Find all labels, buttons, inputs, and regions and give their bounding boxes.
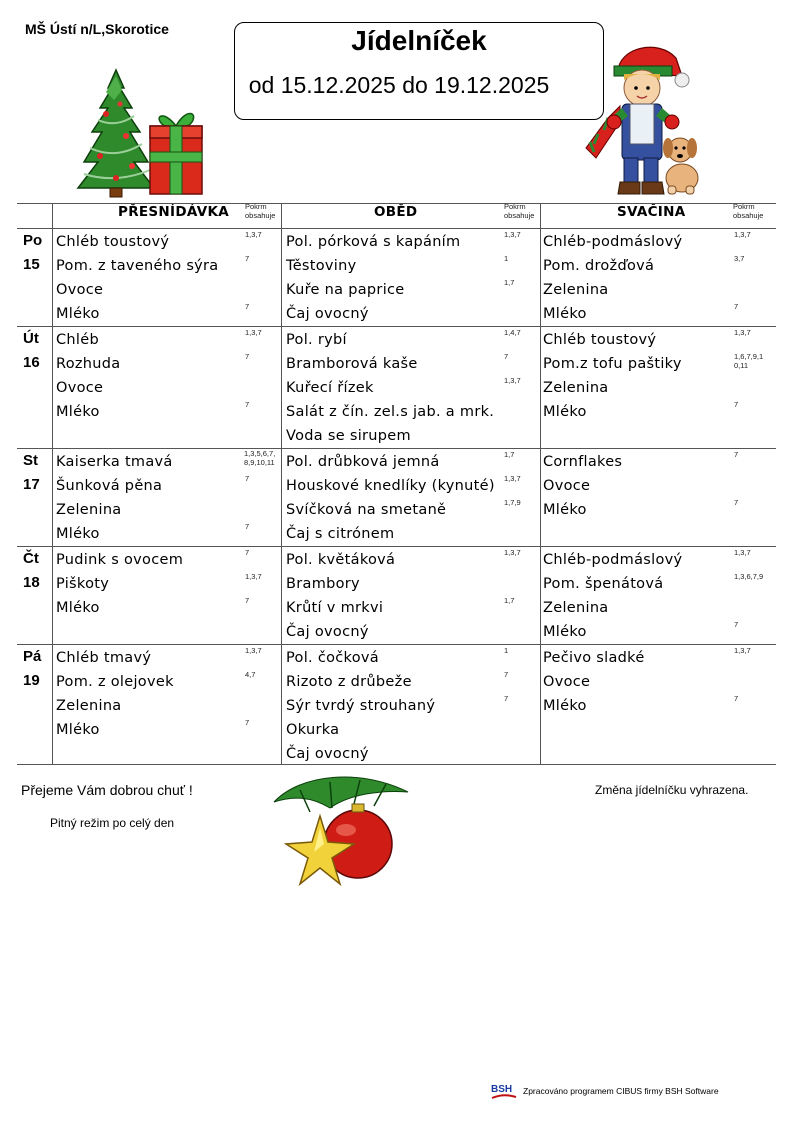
menu-item: Pom.z tofu paštiky <box>543 356 682 372</box>
menu-item: Pom. drožďová <box>543 258 655 274</box>
allergen-codes: 1,3,7 <box>245 328 262 337</box>
menu-item: Chléb-podmáslový <box>543 552 683 568</box>
menu-item: Mléko <box>56 306 100 322</box>
menu-item: Mléko <box>543 502 587 518</box>
menu-item: Zelenina <box>543 600 609 616</box>
menu-item: Čaj ovocný <box>286 746 369 762</box>
menu-item: Salát z čín. zel.s jab. a mrk. <box>286 404 495 420</box>
menu-item: Pečivo sladké <box>543 650 645 666</box>
allergen-codes: 3,7 <box>734 254 745 263</box>
allergen-codes: 1,3,7 <box>504 230 521 239</box>
menu-item: Čaj ovocný <box>286 624 369 640</box>
menu-item: Mléko <box>543 698 587 714</box>
menu-item: Zelenina <box>543 282 609 298</box>
menu-item: Pol. pórková s kapáním <box>286 234 461 250</box>
allergen-codes: 7 <box>504 694 509 703</box>
menu-item: Mléko <box>56 722 100 738</box>
menu-item: Sýr tvrdý strouhaný <box>286 698 436 714</box>
menu-item: Okurka <box>286 722 340 738</box>
menu-item: Chléb <box>56 332 99 348</box>
allergen-codes: 7 <box>245 548 250 557</box>
allergen-codes: 1,3,7 <box>504 376 521 385</box>
allergen-codes: 7 <box>245 474 250 483</box>
menu-item: Chléb-podmáslový <box>543 234 683 250</box>
column-header-breakfast: PŘESNÍDÁVKA <box>118 204 229 220</box>
menu-item: Brambory <box>286 576 360 592</box>
allergen-codes: 7 <box>245 718 250 727</box>
menu-item: Zelenina <box>56 698 122 714</box>
svg-text:BSH: BSH <box>491 1084 513 1095</box>
day-label: Pá 19 <box>23 648 42 689</box>
allergen-codes: 7 <box>245 400 250 409</box>
menu-item: Pom. špenátová <box>543 576 664 592</box>
menu-item: Čaj ovocný <box>286 306 369 322</box>
allergen-codes: 1,6,7,9,1 0,11 <box>734 352 764 370</box>
menu-item: Těstoviny <box>286 258 357 274</box>
allergen-codes: 4,7 <box>245 670 256 679</box>
menu-item: Svíčková na smetaně <box>286 502 447 518</box>
menu-item: Cornflakes <box>543 454 623 470</box>
gift-box-icon <box>148 100 204 196</box>
menu-item: Ovoce <box>543 478 591 494</box>
menu-item: Kuře na paprice <box>286 282 405 298</box>
allergen-codes: 1,7 <box>504 450 515 459</box>
allergen-codes: 1,4,7 <box>504 328 521 337</box>
allergen-codes: 7 <box>734 620 739 629</box>
menu-item: Bramborová kaše <box>286 356 418 372</box>
menu-item: Pom. z olejovek <box>56 674 174 690</box>
allergen-codes: 1,3,7 <box>245 230 262 239</box>
menu-item: Voda se sirupem <box>286 428 411 444</box>
menu-item: Pol. rybí <box>286 332 347 348</box>
allergen-codes: 7 <box>734 694 739 703</box>
allergen-codes: 7 <box>504 670 509 679</box>
allergen-codes: 7 <box>245 254 250 263</box>
allergen-codes: 1,3,7 <box>734 548 751 557</box>
menu-item: Rozhuda <box>56 356 121 372</box>
menu-item: Mléko <box>543 306 587 322</box>
menu-item: Chléb toustový <box>543 332 657 348</box>
allergen-codes: 1,7 <box>504 596 515 605</box>
allergen-codes: 1,3,7 <box>245 572 262 581</box>
allergen-codes: 1,3,7 <box>504 548 521 557</box>
menu-item: Houskové knedlíky (kynuté) <box>286 478 495 494</box>
day-label: Čt 18 <box>23 550 40 591</box>
allergen-codes: 7 <box>245 596 250 605</box>
allergen-codes: 7 <box>734 400 739 409</box>
menu-item: Pol. čočková <box>286 650 379 666</box>
allergen-codes: 1,3,6,7,9 <box>734 572 764 581</box>
allergen-codes: 1,3,7 <box>734 646 751 655</box>
allergen-codes: 7 <box>504 352 509 361</box>
software-credit: Zpracováno programem CIBUS firmy BSH Software <box>523 1086 719 1096</box>
date-range: od 15.12.2025 do 19.12.2025 <box>248 72 550 98</box>
menu-item: Mléko <box>56 404 100 420</box>
menu-item: Pol. květáková <box>286 552 396 568</box>
allergen-codes: 7 <box>734 498 739 507</box>
menu-item: Rizoto z drůbeže <box>286 674 412 690</box>
allergen-codes: 7 <box>734 450 739 459</box>
bsh-logo-icon <box>490 1082 518 1102</box>
page-title: Jídelníček <box>351 25 487 56</box>
allergen-codes: 7 <box>245 302 250 311</box>
menu-item: Kaiserka tmavá <box>56 454 173 470</box>
menu-item: Mléko <box>543 624 587 640</box>
menu-item: Kuřecí řízek <box>286 380 374 396</box>
day-label: Út 16 <box>23 330 40 371</box>
menu-change-note: Změna jídelníčku vyhrazena. <box>595 783 749 797</box>
menu-item: Chléb tmavý <box>56 650 152 666</box>
allergen-codes: 1,3,7 <box>734 230 751 239</box>
menu-item: Krůtí v mrkvi <box>286 600 384 616</box>
menu-item: Pol. drůbková jemná <box>286 454 440 470</box>
bon-appetit-text: Přejeme Vám dobrou chuť ! <box>21 782 193 798</box>
menu-item: Ovoce <box>543 674 591 690</box>
menu-item: Pudink s ovocem <box>56 552 184 568</box>
allergen-codes: 1,3,7 <box>734 328 751 337</box>
column-header-allergens: Pokrm obsahuje <box>245 202 276 220</box>
allergen-codes: 1,7 <box>504 278 515 287</box>
allergen-codes: 1 <box>504 646 509 655</box>
allergen-codes: 7 <box>734 302 739 311</box>
column-header-snack: SVAČINA <box>617 204 686 220</box>
menu-item: Mléko <box>543 404 587 420</box>
puppy-icon <box>658 130 702 196</box>
menu-item: Piškoty <box>56 576 110 592</box>
allergen-codes: 1 <box>504 254 509 263</box>
allergen-codes: 7 <box>245 522 250 531</box>
column-header-lunch: OBĚD <box>374 204 418 220</box>
menu-item: Čaj s citrónem <box>286 526 395 542</box>
drinking-regime-text: Pitný režim po celý den <box>50 816 175 830</box>
menu-item: Mléko <box>56 600 100 616</box>
menu-item: Šunková pěna <box>56 478 163 494</box>
school-name: MŠ Ústí n/L,Skorotice <box>25 21 169 37</box>
menu-item: Pom. z taveného sýra <box>56 258 219 274</box>
menu-item: Zelenina <box>543 380 609 396</box>
menu-item: Zelenina <box>56 502 122 518</box>
menu-item: Mléko <box>56 526 100 542</box>
day-label: Po 15 <box>23 232 43 273</box>
allergen-codes: 1,3,7 <box>504 474 521 483</box>
allergen-codes: 1,3,7 <box>245 646 262 655</box>
allergen-codes: 7 <box>245 352 250 361</box>
column-header-allergens: Pokrm obsahuje <box>504 202 535 220</box>
christmas-ornament-icon <box>270 772 412 892</box>
menu-item: Ovoce <box>56 380 104 396</box>
allergen-codes: 1,7,9 <box>504 498 521 507</box>
allergen-codes: 1,3,5,6,7, 8,9,10,11 <box>244 449 276 467</box>
column-header-allergens: Pokrm obsahuje <box>733 202 764 220</box>
menu-item: Chléb toustový <box>56 234 170 250</box>
christmas-tree-icon <box>76 70 156 198</box>
menu-item: Ovoce <box>56 282 104 298</box>
day-label: St 17 <box>23 452 40 493</box>
